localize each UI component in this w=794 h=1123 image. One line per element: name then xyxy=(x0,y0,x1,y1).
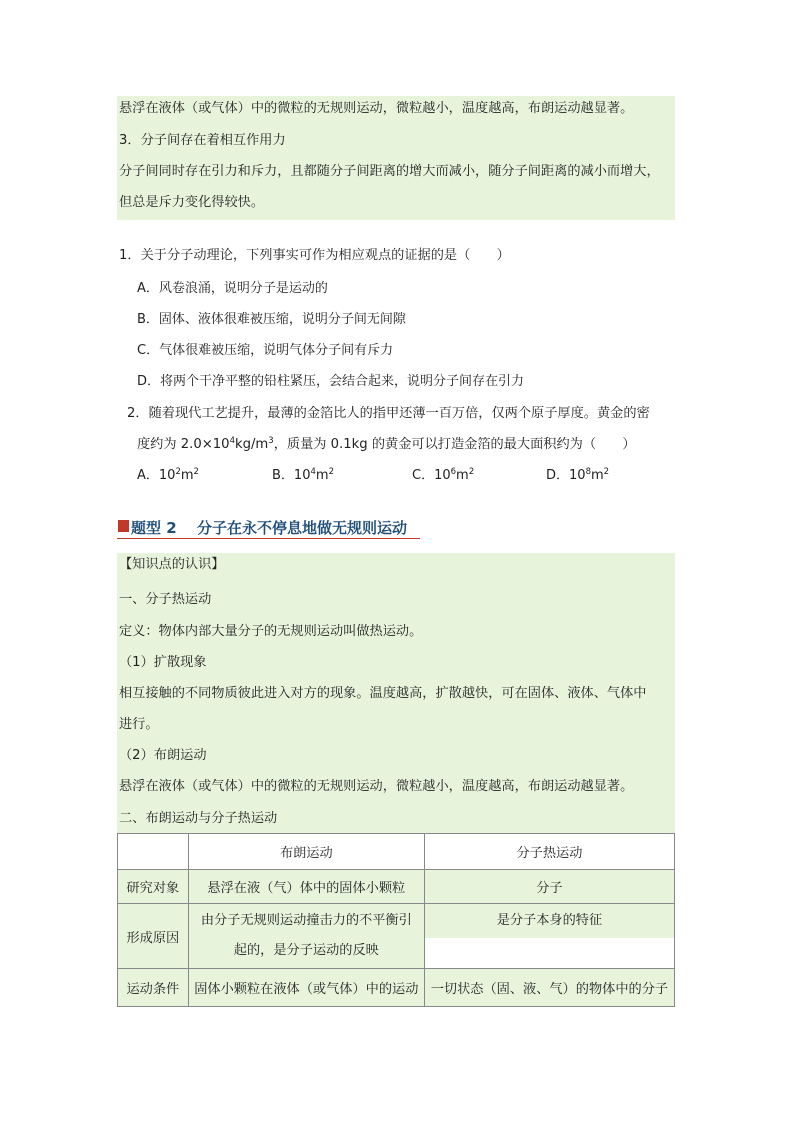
table-row xyxy=(118,870,675,904)
question-1-option-a: A．风卷浪涌，说明分子是运动的 xyxy=(137,281,328,296)
text-line: 但总是斥力变化得较快。 xyxy=(119,195,265,210)
table-cell: 一切状态（固、液、气）的物体中的分子 xyxy=(424,969,674,1007)
text-line: 3．分子间存在着相互作用力 xyxy=(119,133,286,148)
table-cell xyxy=(188,904,424,969)
table-cell-line: 由分子无规则运动撞击力的不平衡引 xyxy=(200,913,412,928)
text-line: 一、分子热运动 xyxy=(119,592,212,607)
knowledge-box-top xyxy=(117,96,675,220)
question-2-option-c: C．$10^6m^2$ xyxy=(412,467,475,483)
text-line: 进行。 xyxy=(119,717,159,732)
comparison-table xyxy=(117,833,675,1007)
question-2-stem-line1: 2．随着现代工艺提升，最薄的金箔比人的指甲还薄一百万倍，仅两个原子厚度。黄金的密 xyxy=(127,406,650,421)
text-line: 定义：物体内部大量分子的无规则运动叫做热运动。 xyxy=(119,624,423,639)
text-line: 相互接触的不同物质彼此进入对方的现象。温度越高，扩散越快，可在固体、液体、气体中 xyxy=(119,686,647,701)
table-cell-line: 起的，是分子运动的反映 xyxy=(233,943,379,958)
table-cell: 悬浮在液（气）体中的固体小颗粒 xyxy=(188,870,424,904)
table-header-cell: 布朗运动 xyxy=(188,834,424,870)
table-cell: 运动条件 xyxy=(118,969,189,1007)
question-2-option-a: A．$10^2m^2$ xyxy=(137,467,199,483)
question-2-option-b: B．$10^4m^2$ xyxy=(272,467,334,483)
table-cell-line: 是分子本身的特征 xyxy=(425,904,674,938)
table-cell: 分子 xyxy=(424,870,674,904)
table-cell: 研究对象 xyxy=(118,870,189,904)
question-1-stem: 1．关于分子动理论，下列事实可作为相应观点的证据的是（ ） xyxy=(119,248,510,263)
text-line: 悬浮在液体（或气体）中的微粒的无规则运动，微粒越小，温度越高，布朗运动越显著。 xyxy=(119,779,634,794)
table-row xyxy=(118,969,675,1007)
table-header-cell: 分子热运动 xyxy=(424,834,674,870)
table-cell: 固体小颗粒在液体（或气体）中的运动 xyxy=(188,969,424,1007)
section-heading xyxy=(117,516,420,539)
question-2-option-d: D．$10^8m^2$ xyxy=(546,467,610,483)
text-line: （1）扩散现象 xyxy=(119,655,207,670)
table-header-cell xyxy=(118,834,189,870)
table-cell xyxy=(424,904,674,969)
text-line: 【知识点的认识】 xyxy=(119,557,225,572)
question-1-option-b: B．固体、液体很难被压缩，说明分子间无间隙 xyxy=(137,312,406,327)
heading-title: 分子在永不停息地做无规则运动 xyxy=(197,519,408,537)
table-row xyxy=(118,904,675,969)
knowledge-box xyxy=(117,553,675,833)
text-line: （2）布朗运动 xyxy=(119,748,207,763)
heading-label: 题型 2 xyxy=(131,519,177,537)
text-line: 分子间同时存在引力和斥力，且都随分子间距离的增大而减小，随分子间距离的减小而增大， xyxy=(119,164,660,179)
text-line: 悬浮在液体（或气体）中的微粒的无规则运动，微粒越小，温度越高，布朗运动越显著。 xyxy=(119,101,634,116)
question-1-option-d: D．将两个干净平整的铅柱紧压，会结合起来，说明分子间存在引力 xyxy=(137,374,525,389)
table-cell: 形成原因 xyxy=(118,904,189,969)
heading-marker-icon xyxy=(118,520,129,532)
table-header-row xyxy=(118,834,675,870)
question-1-option-c: C．气体很难被压缩，说明气体分子间有斥力 xyxy=(137,343,394,358)
text-line: 二、布朗运动与分子热运动 xyxy=(119,811,278,826)
question-2-stem-line2: 度约为 $2.0\times 10^4kg/m^3$，质量为 0.1kg 的黄金可以打造金箔的最大面积约为（ ） xyxy=(137,436,636,452)
